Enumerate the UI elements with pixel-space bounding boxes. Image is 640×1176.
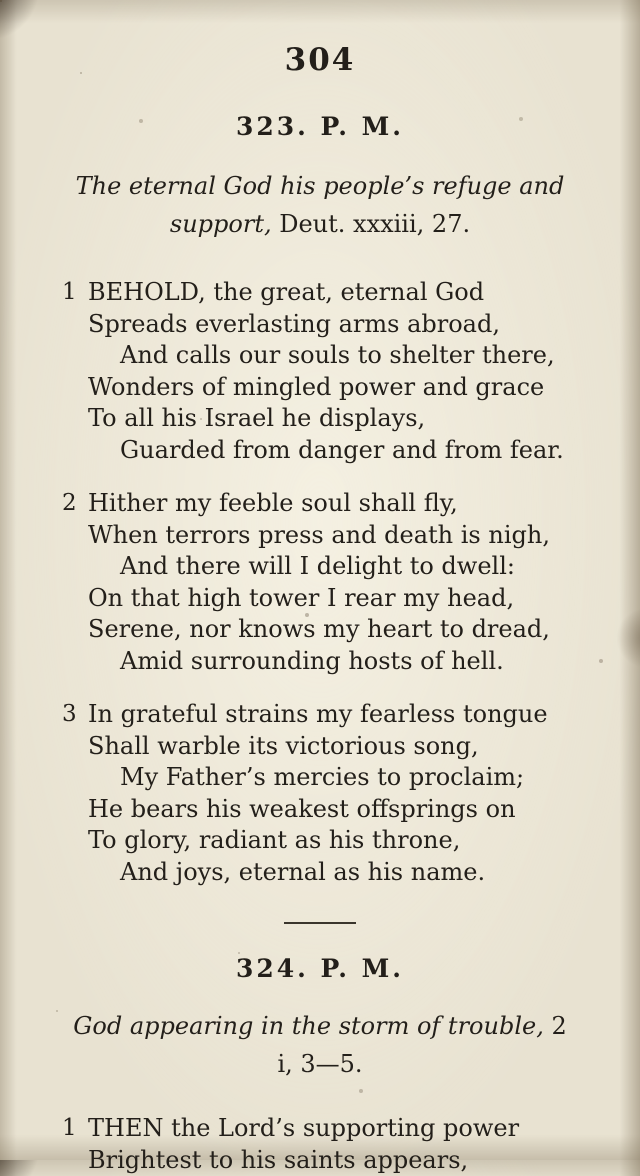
hymn-324-title: 324. P. M. xyxy=(34,954,606,983)
verse-1 xyxy=(34,1113,606,1176)
verse-line-text: BEHOLD, the great, eternal God xyxy=(88,278,484,306)
hymn-324-verses xyxy=(34,1113,606,1176)
verse-line: Wonders of mingled power and grace xyxy=(88,372,606,404)
hymn-323-verses xyxy=(34,277,606,888)
verse-line: To all his Israel he displays, xyxy=(88,403,606,435)
verse-line: Spreads everlasting arms abroad, xyxy=(88,309,606,341)
verse-line: My Father’s mercies to proclaim; xyxy=(120,762,606,794)
verse-line xyxy=(88,699,606,731)
subtitle-line1: The eternal God his people’s refuge and xyxy=(76,172,565,200)
verse-line-text: In grateful strains my fearless tongue xyxy=(88,700,548,728)
verse-2 xyxy=(34,488,606,677)
hymn-324-subtitle xyxy=(34,1007,606,1083)
verse-line: Brightest to his saints appears, xyxy=(88,1145,606,1176)
verse-line: Shall warble its victorious song, xyxy=(88,731,606,763)
verse-line-text: Hither my feeble soul shall fly, xyxy=(88,489,458,517)
subtitle-line1-italic: God appearing in the storm of trouble, xyxy=(73,1012,544,1040)
verse-line xyxy=(88,1113,606,1145)
verse-line: Guarded from danger and from fear. xyxy=(120,435,606,467)
verse-line: Amid surrounding hosts of hell. xyxy=(120,646,606,678)
hymn-323-subtitle xyxy=(34,167,606,243)
verse-line-text: THEN the Lord’s supporting power xyxy=(88,1114,519,1142)
verse-line: To glory, radiant as his throne, xyxy=(88,825,606,857)
hymn-324 xyxy=(34,954,606,1176)
hymn-323-title: 323. P. M. xyxy=(34,112,606,141)
verse-line: On that high tower I rear my head, xyxy=(88,583,606,615)
verse-3 xyxy=(34,699,606,888)
subtitle-line1-roman: 2 xyxy=(544,1012,567,1040)
page-number: 304 xyxy=(34,42,606,78)
verse-line: And joys, eternal as his name. xyxy=(120,857,606,889)
verse-line: And calls our souls to shelter there, xyxy=(120,340,606,372)
subtitle-line2-italic: support, xyxy=(170,210,272,238)
subtitle-line2-roman: Deut. xxxiii, 27. xyxy=(272,210,471,238)
verse-line: Serene, nor knows my heart to dread, xyxy=(88,614,606,646)
verse-number: 1 xyxy=(62,1113,77,1145)
subtitle-line2-roman: i, 3—5. xyxy=(277,1050,362,1078)
verse-line xyxy=(88,488,606,520)
verse-line: He bears his weakest offsprings on xyxy=(88,794,606,826)
verse-number: 1 xyxy=(62,277,77,309)
verse-line xyxy=(88,277,606,309)
hymn-323 xyxy=(34,112,606,888)
verse-number: 2 xyxy=(62,488,77,520)
verse-line: When terrors press and death is nigh, xyxy=(88,520,606,552)
section-divider xyxy=(284,922,356,924)
verse-1 xyxy=(34,277,606,466)
verse-number: 3 xyxy=(62,699,77,731)
verse-line: And there will I delight to dwell: xyxy=(120,551,606,583)
